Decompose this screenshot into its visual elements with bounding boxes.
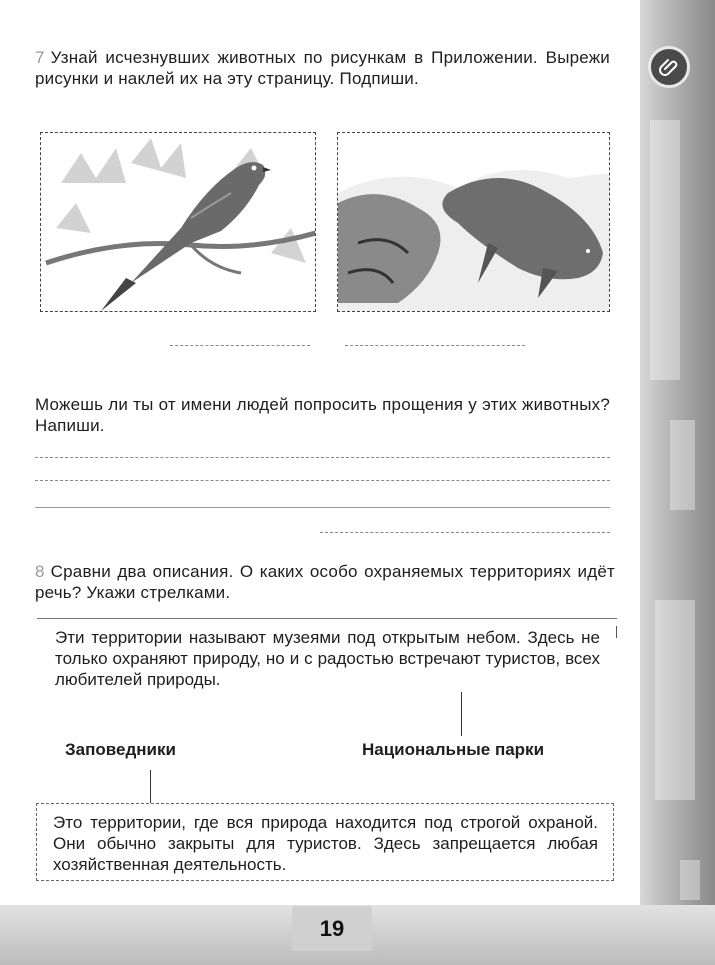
task-2-instruction — [35, 561, 615, 603]
caption-line-left — [170, 345, 310, 346]
answer-line-4[interactable] — [320, 532, 610, 533]
pigeon-illustration — [40, 132, 316, 312]
task-2-text: Сравни два описания. О каких особо охраняемых территориях идёт речь? Укажи стрелками. — [35, 562, 615, 602]
description-national-parks: Эти территории называют музеями под открытым небом. Здесь не только охраняют природу, но и с радостью встречают туристов, всех любителей природы. — [55, 628, 600, 689]
description-zapovedniki: Это территории, где вся природа находится под строгой охраной. Они обычно закрыты для туристов. Здесь запрещается любая хозяйственная деятельность. — [53, 813, 598, 874]
label-national-parks[interactable]: Национальные парки — [362, 740, 545, 759]
task-1-instruction — [35, 47, 610, 89]
apology-question — [35, 394, 610, 436]
connector-top — [461, 692, 462, 736]
apology-question-text: Можешь ли ты от имени людей попросить прощения у этих животных? Напиши. — [35, 395, 610, 435]
decorative-margin — [640, 0, 715, 965]
answer-line-1[interactable] — [35, 457, 610, 458]
paperclip-icon — [648, 46, 690, 88]
page-number: 19 — [292, 906, 372, 951]
sea-cow-illustration — [337, 132, 610, 312]
task-2-number: 8 — [35, 562, 45, 581]
task-1-number: 7 — [35, 48, 45, 67]
label-zapovedniki[interactable]: Заповедники — [65, 740, 176, 759]
answer-line-2[interactable] — [35, 480, 610, 481]
task-1-text: Узнай исчезнувших животных по рисункам в Приложении. Вырежи рисунки и наклей их на эту страницу. Подпиши. — [35, 48, 610, 88]
answer-line-3[interactable] — [35, 507, 610, 508]
caption-line-right — [345, 345, 525, 346]
connector-bottom — [150, 770, 151, 803]
